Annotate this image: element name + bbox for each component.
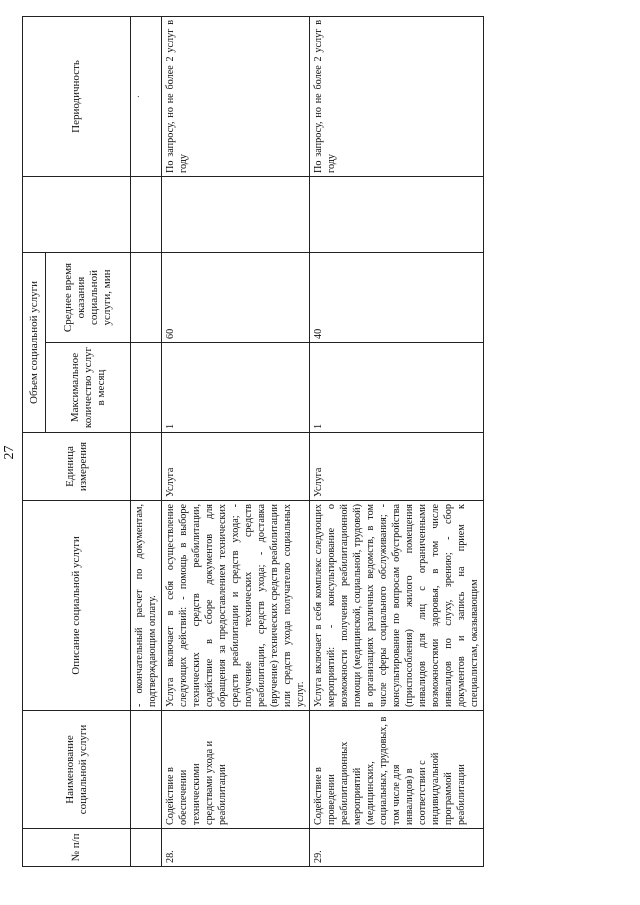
cell-avg-time: 40 xyxy=(310,252,484,342)
table-row xyxy=(162,16,310,866)
cell-description: - окончательный расчет по документам, подтверждающим оплату. xyxy=(131,501,162,711)
cell-max-count: 1 xyxy=(162,343,310,433)
cell-description: Услуга включает в себя осуществление следующих действий: - помощь в выборе технических средств реабилитации, содействие в сборе документов для обращения за предоставлением технических средств реабилитации и средств ухода; - получение технических средств реабилитации, средств ухода; - доставка (вручение) технических средств реабилитации или средств ухода получателю социальных услуг. xyxy=(162,501,310,711)
header-num: № п/п xyxy=(23,829,131,867)
header-volume: Объем социальной услуги xyxy=(23,252,46,432)
header-name: Наименование социальной услуги xyxy=(23,711,131,829)
header-empty xyxy=(23,176,131,252)
cell-unit: Услуга xyxy=(310,433,484,501)
cell-name: Содействие в обеспечении техническими средствами ухода и реабилитации xyxy=(162,711,310,829)
cell-periodicity: По запросу, но не более 2 услуг в году xyxy=(310,16,484,176)
cell-description: Услуга включает в себя комплекс следующих мероприятий: - консультирование о возможности получения реабилитационной помощи (медицинской, социальной, трудовой) в организациях различных ведомств, в том числе сферы социального обслуживания; - консультирование по вопросам обустройства (приспособления) жилого помещения инвалидов для лиц с ограниченными возможностями здоровья, в том числе инвалидов по слуху, зрению; - сбор документов и запись на прием к специалистам, оказывающим xyxy=(310,501,484,711)
table-row xyxy=(310,16,484,866)
cell-unit xyxy=(131,433,162,501)
page-number: 27 xyxy=(2,445,17,460)
services-table xyxy=(22,16,484,867)
header-avg-time: Среднее время оказания социальной услуги, мин xyxy=(46,252,131,342)
cell-max-count xyxy=(131,343,162,433)
header-row-1 xyxy=(23,16,46,866)
cell-num: 29. xyxy=(310,829,484,867)
cell-empty xyxy=(310,176,484,252)
cell-avg-time: 60 xyxy=(162,252,310,342)
cell-periodicity: · xyxy=(131,16,162,176)
cell-empty xyxy=(131,176,162,252)
cell-name xyxy=(131,711,162,829)
cell-empty xyxy=(162,176,310,252)
header-max-count: Максимальное количество услуг в месяц xyxy=(46,343,131,433)
header-periodicity: Периодичность xyxy=(23,16,131,176)
cell-name: Содействие в проведении реабилитационных мероприятий (медицинских, социальных, трудовых, в том числе для инвалидов) в соответствии с индивидуальной программой реабилитации xyxy=(310,711,484,829)
header-unit: Единица измерения xyxy=(23,433,131,501)
header-description: Описание социальной услуги xyxy=(23,501,131,711)
cell-unit: Услуга xyxy=(162,433,310,501)
cell-num: 28. xyxy=(162,829,310,867)
cell-num xyxy=(131,829,162,867)
table-row-carryover xyxy=(131,16,162,866)
cell-max-count: 1 xyxy=(310,343,484,433)
cell-avg-time xyxy=(131,252,162,342)
cell-periodicity: По запросу, но не более 2 услуг в году xyxy=(162,16,310,176)
